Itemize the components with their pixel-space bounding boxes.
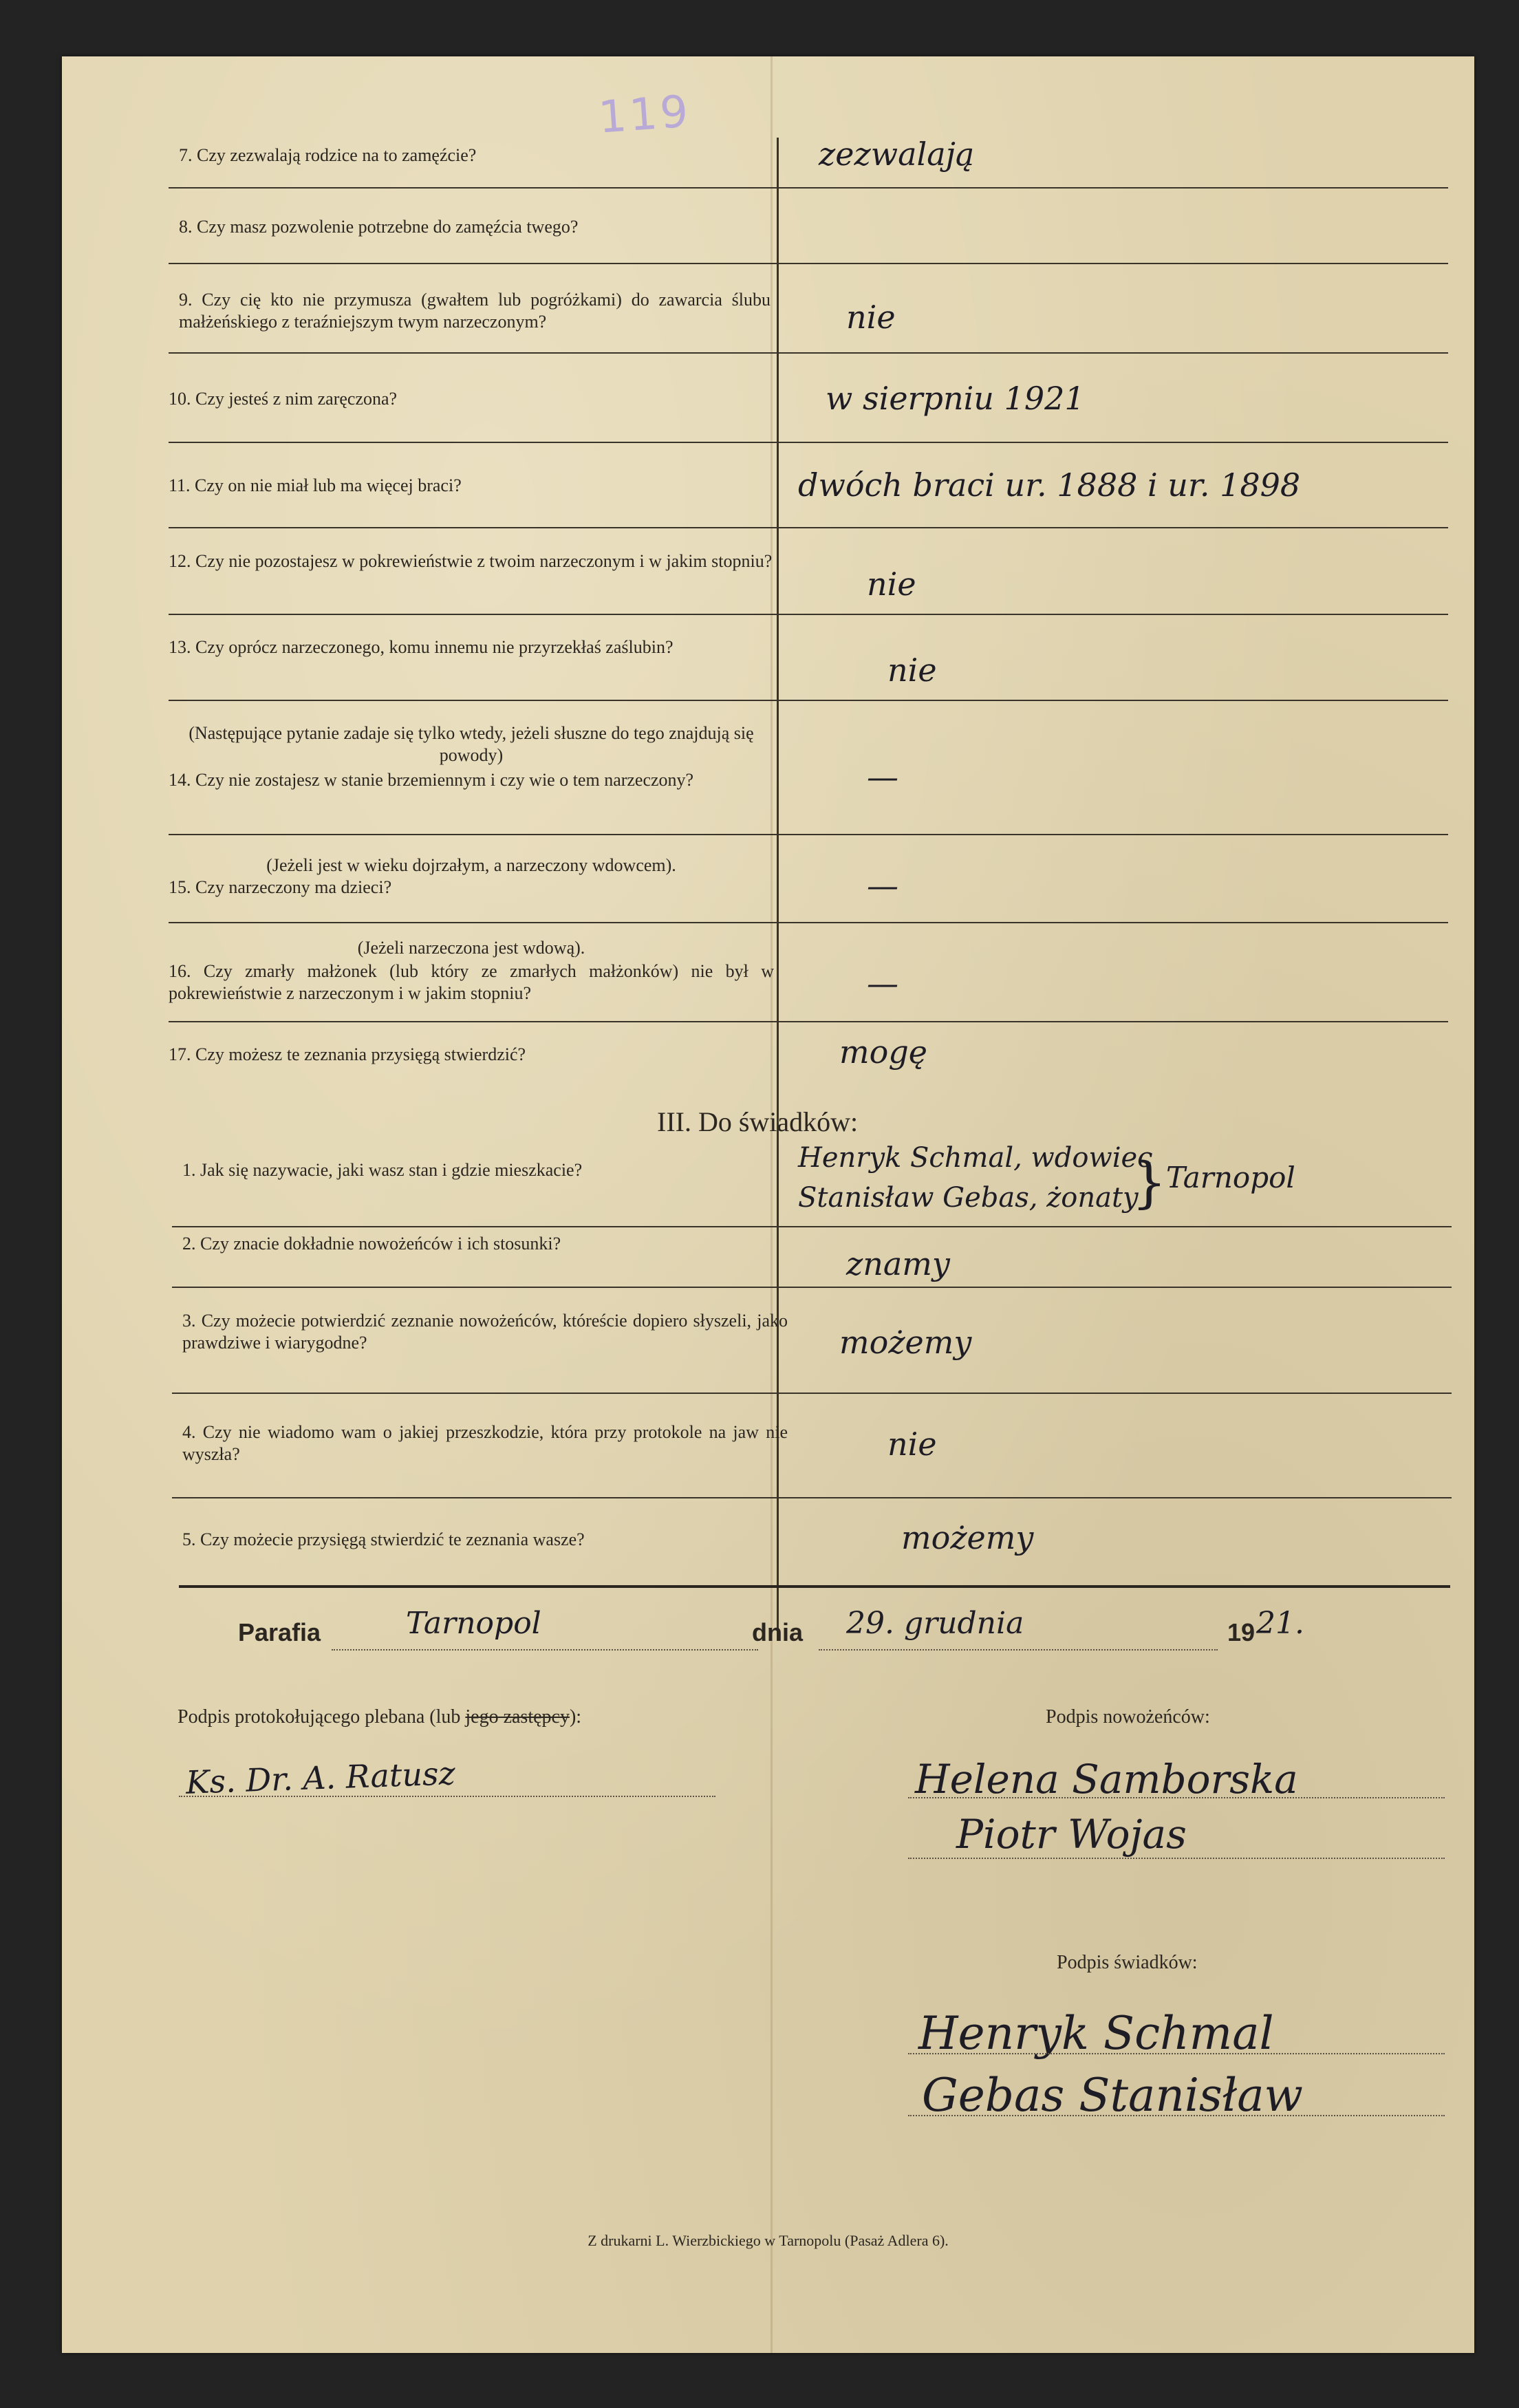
question-15-condition: (Jeżeli jest w wieku dojrzałym, a narzeczony wdowcem). [266, 855, 676, 875]
section-title-witnesses: III. Do świadków: [657, 1106, 859, 1137]
priest-signature-label: Podpis protokołującego plebana (lub jego zastępcy): [177, 1706, 582, 1728]
spouses-signature-label: Podpis nowożeńców: [1046, 1706, 1210, 1728]
witness-question-1: 1. Jak się nazywacie, jaki wasz stan i gdzie mieszkacie? [182, 1160, 583, 1180]
row-separator [169, 922, 1448, 923]
witnesses-signature-label: Podpis świadków: [1057, 1952, 1198, 1973]
parish-value: Tarnopol [406, 1606, 541, 1641]
priest-signature-line [179, 1796, 715, 1797]
witness-question-5: 5. Czy możecie przysięgą stwierdzić te zeznania wasze? [182, 1529, 585, 1549]
witness-answer-3: możemy [839, 1324, 972, 1361]
witness-answer-1-line1: Henryk Schmal, wdowiec [798, 1142, 1153, 1174]
question-11: 11. Czy on nie miał lub ma więcej braci? [169, 475, 462, 495]
witness-question-2: 2. Czy znacie dokładnie nowożeńców i ich stosunki? [182, 1234, 561, 1254]
answer-12: nie [867, 566, 916, 603]
spouse-signature-2: Piotr Wojas [956, 1811, 1187, 1858]
date-value: 29. grudnia [846, 1606, 1024, 1641]
question-16: 16. Czy zmarły małżonek (lub który ze zmarłych małżonków) nie był w pokrewieństwie z narzeczonym i w jakim stopniu? [169, 961, 774, 1003]
question-13: 13. Czy oprócz narzeczonego, komu innemu nie przyrzekłaś zaślubin? [169, 637, 674, 657]
year-suffix: 21. [1256, 1606, 1304, 1641]
date-dotted-line [819, 1649, 1218, 1651]
row-separator [172, 1226, 1452, 1227]
question-8: 8. Czy masz pozwolenie potrzebne do zamęźcia twego? [179, 217, 579, 237]
row-separator [169, 1021, 1448, 1022]
brace-symbol: } [1132, 1150, 1167, 1214]
question-10: 10. Czy jesteś z nim zaręczona? [169, 389, 398, 409]
answer-10: w sierpniu 1921 [826, 380, 1085, 417]
archive-number: 119 [596, 86, 693, 144]
answer-9: nie [846, 299, 896, 336]
answer-16: — [867, 965, 898, 1002]
row-separator [172, 1287, 1452, 1288]
row-separator [169, 442, 1448, 443]
question-15: 15. Czy narzeczony ma dzieci? [169, 877, 392, 897]
parish-dotted-line [332, 1649, 758, 1651]
document-page [62, 56, 1474, 2353]
witness-signature-line-2 [908, 2115, 1445, 2116]
row-separator [172, 1497, 1452, 1498]
printer-footer: Z drukarni L. Wierzbickiego w Tarnopolu (Pasaż Adlera 6). [588, 2232, 949, 2249]
question-14: 14. Czy nie zostajesz w stanie brzemiennym i czy wie o tem narzeczony? [169, 770, 694, 790]
witness-answer-4: nie [887, 1426, 937, 1463]
witness-answer-2: znamy [846, 1245, 950, 1282]
question-17: 17. Czy możesz te zeznania przysięgą stwierdzić? [169, 1044, 526, 1064]
witness-question-3: 3. Czy możecie potwierdzić zeznanie nowożeńców, któreście dopiero słyszeli, jako prawdziwe i wiarygodne? [182, 1311, 788, 1353]
row-separator [169, 527, 1448, 528]
year-prefix: 19 [1227, 1618, 1256, 1646]
question-12: 12. Czy nie pozostajesz w pokrewieństwie z twoim narzeczonym i w jakim stopniu? [169, 551, 773, 571]
question-9: 9. Czy cię kto nie przymusza (gwałtem lub pogróżkami) do zawarcia ślubu małżeńskiego z teraźniejszym twym narzeczonym? [179, 290, 771, 332]
witness-question-4: 4. Czy nie wiadomo wam o jakiej przeszkodzie, która przy protokole na jaw nie wyszła? [182, 1422, 788, 1464]
column-divider [777, 138, 779, 1641]
parish-label: Parafia [238, 1618, 321, 1646]
witness-answer-5: możemy [901, 1519, 1034, 1556]
question-14-condition: (Następujące pytanie zadaje się tylko wtedy, jeżeli słuszne do tego znajdują się powody) [188, 723, 754, 765]
row-separator [172, 1393, 1452, 1394]
witness-answer-1-place: Tarnopol [1166, 1161, 1295, 1194]
answer-14: — [867, 758, 898, 795]
answer-11: dwóch braci ur. 1888 i ur. 1898 [798, 466, 1301, 504]
row-separator [169, 187, 1448, 189]
question-16-condition: (Jeżeli narzeczona jest wdową). [357, 938, 585, 958]
priest-signature: Ks. Dr. A. Ratusz [185, 1754, 456, 1801]
witness-signature-2: Gebas Stanisław [922, 2069, 1304, 2122]
witness-answer-1-line2: Stanisław Gebas, żonaty [798, 1182, 1139, 1214]
date-label: dnia [752, 1618, 804, 1646]
spouse-signature-line-2 [908, 1858, 1445, 1859]
row-separator [169, 700, 1448, 701]
spouse-signature-1: Helena Samborska [915, 1756, 1298, 1803]
section-end-rule [179, 1585, 1450, 1588]
answer-15: — [867, 867, 898, 904]
row-separator [169, 352, 1448, 354]
answer-13: nie [887, 652, 937, 689]
witness-signature-1: Henryk Schmal [918, 2007, 1274, 2060]
answer-7: zezwalają [819, 136, 975, 173]
question-7: 7. Czy zezwalają rodzice na to zamęźcie? [179, 145, 477, 165]
row-separator [169, 834, 1448, 835]
row-separator [169, 614, 1448, 615]
answer-17: mogę [839, 1033, 927, 1071]
spouse-signature-line-1 [908, 1797, 1445, 1798]
witness-signature-line-1 [908, 2053, 1445, 2054]
row-separator [169, 263, 1448, 264]
